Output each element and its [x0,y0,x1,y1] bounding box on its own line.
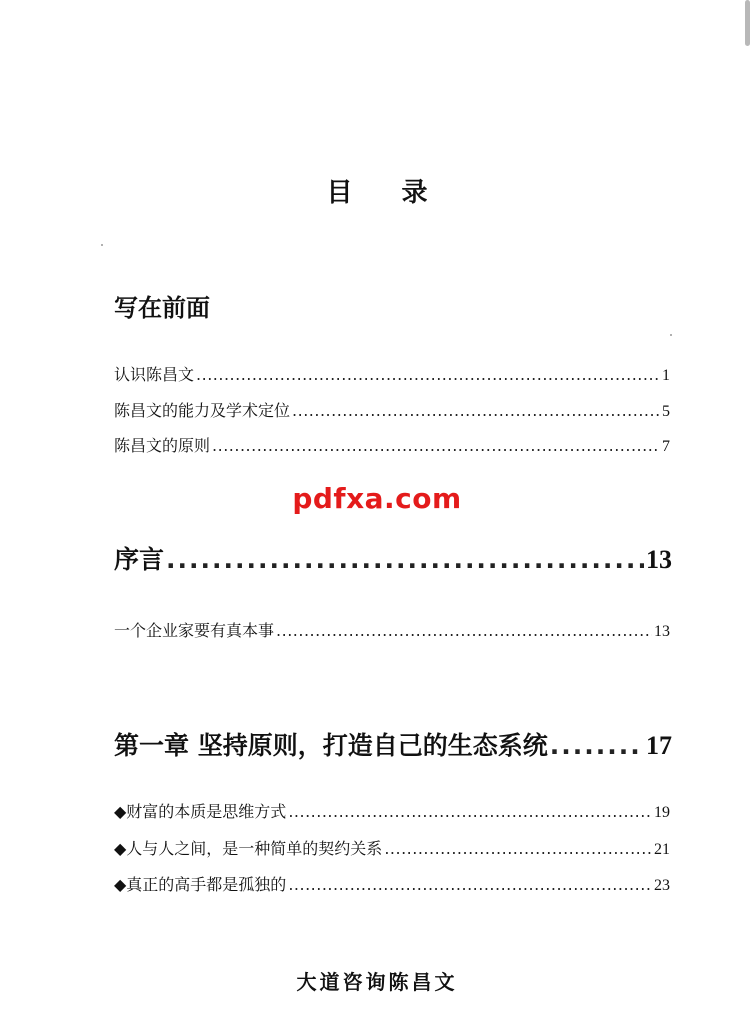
toc-entry-page: 7 [662,438,670,455]
toc-section-intro[interactable] [114,540,672,576]
toc-entry-label: 一个企业家要有真本事 [114,621,275,640]
dot-leader [196,365,660,384]
toc-section-page: 17 [646,731,672,760]
toc-entry-page: 5 [662,403,670,420]
dot-leader [212,436,660,455]
dot-leader [292,401,660,420]
toc-entry-page: 21 [654,841,670,858]
toc-section-chapter1[interactable] [114,726,672,762]
dot-leader [276,621,652,640]
toc-entry[interactable] [114,872,670,895]
toc-entry[interactable] [114,836,670,859]
scan-speck [670,334,672,336]
toc-entry-label: ◆真正的高手都是孤独的 [114,875,287,894]
watermark: pdfxa.com [292,482,462,515]
dot-leader [550,731,644,760]
dot-leader [166,545,644,574]
page-footer: 大道咨询陈昌文 [296,970,458,994]
toc-entry-page: 13 [654,623,670,640]
toc-entry[interactable] [114,362,670,385]
scan-speck [101,244,103,246]
dot-leader [384,839,652,858]
toc-section-page: 13 [646,545,672,574]
toc-entry-label: 陈昌文的能力及学术定位 [114,401,291,420]
toc-entry[interactable] [114,398,670,421]
dot-leader [288,802,652,821]
scrollbar[interactable] [745,0,750,46]
toc-entry[interactable] [114,618,670,641]
dot-leader [288,875,652,894]
page-title: 目 录 [326,178,448,208]
toc-entry[interactable] [114,433,670,456]
toc-entry-page: 23 [654,877,670,894]
toc-entry-label: 认识陈昌文 [114,365,195,384]
toc-section-label: 第一章 坚持原则，打造自己的生态系统 [114,731,548,760]
toc-entry[interactable] [114,799,670,822]
toc-entry-page: 1 [662,367,670,384]
toc-entry-label: ◆人与人之间，是一种简单的契约关系 [114,839,383,858]
toc-section-label: 序言 [114,545,165,574]
toc-entry-page: 19 [654,804,670,821]
toc-entry-label: 陈昌文的原则 [114,436,211,455]
toc-entry-label: ◆财富的本质是思维方式 [114,802,287,821]
section-heading-preface: 写在前面 [114,293,210,322]
